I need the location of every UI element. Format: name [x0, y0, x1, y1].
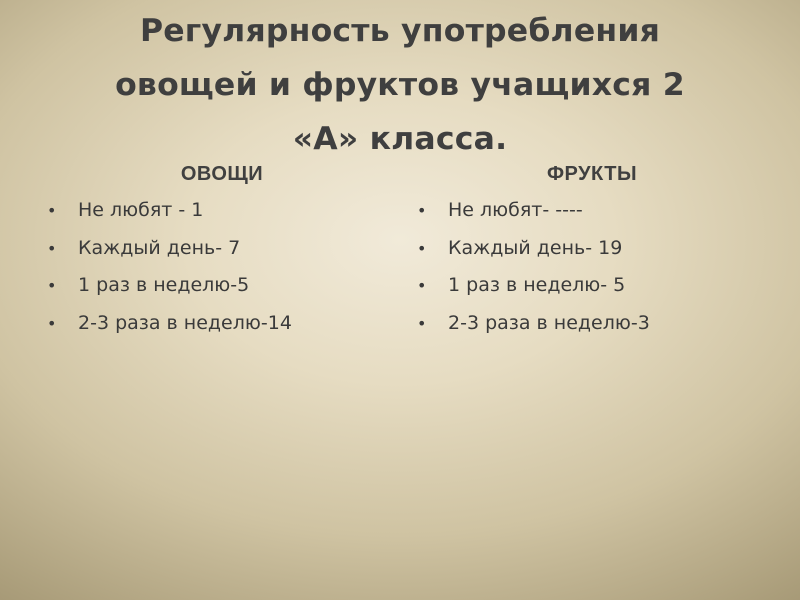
list-item-text: Каждый день- 7: [78, 236, 241, 259]
list-item: [42, 305, 402, 343]
title-line-1: Регулярность употребления: [139, 13, 661, 49]
list-item-text: Каждый день- 19: [448, 236, 623, 259]
bullet-icon: •: [417, 276, 427, 295]
vegetables-heading: ОВОЩИ: [180, 163, 264, 185]
fruits-heading: ФРУКТЫ: [546, 163, 638, 185]
fruits-column: [412, 156, 772, 342]
list-item-text: 1 раз в неделю- 5: [448, 274, 626, 296]
list-item: [42, 267, 402, 305]
list-item: [412, 267, 772, 305]
slide-title: [40, 4, 760, 166]
bullet-icon: •: [47, 276, 57, 295]
list-item-text: 2-3 раза в неделю-14: [78, 311, 292, 334]
title-line-2: овощей и фруктов учащихся 2: [115, 67, 685, 103]
list-item: [412, 230, 772, 268]
bullet-icon: •: [47, 201, 57, 220]
vegetables-list: [42, 192, 402, 342]
bullet-icon: •: [417, 238, 427, 258]
list-item: [412, 192, 772, 230]
bullet-icon: •: [417, 201, 427, 220]
vegetables-column: [42, 156, 402, 342]
bullet-icon: •: [417, 313, 427, 333]
bullet-icon: •: [47, 313, 57, 333]
list-item-text: 1 раз в неделю-5: [78, 274, 250, 296]
bullet-icon: •: [47, 238, 57, 258]
list-item: [42, 230, 402, 268]
title-line-3: «А» класса.: [292, 121, 508, 157]
list-item-text: Не любят- ----: [448, 199, 583, 221]
fruits-list: [412, 192, 772, 342]
list-item-text: Не любят - 1: [78, 199, 204, 221]
list-item: [42, 192, 402, 230]
list-item: [412, 305, 772, 343]
list-item-text: 2-3 раза в неделю-3: [448, 311, 650, 334]
